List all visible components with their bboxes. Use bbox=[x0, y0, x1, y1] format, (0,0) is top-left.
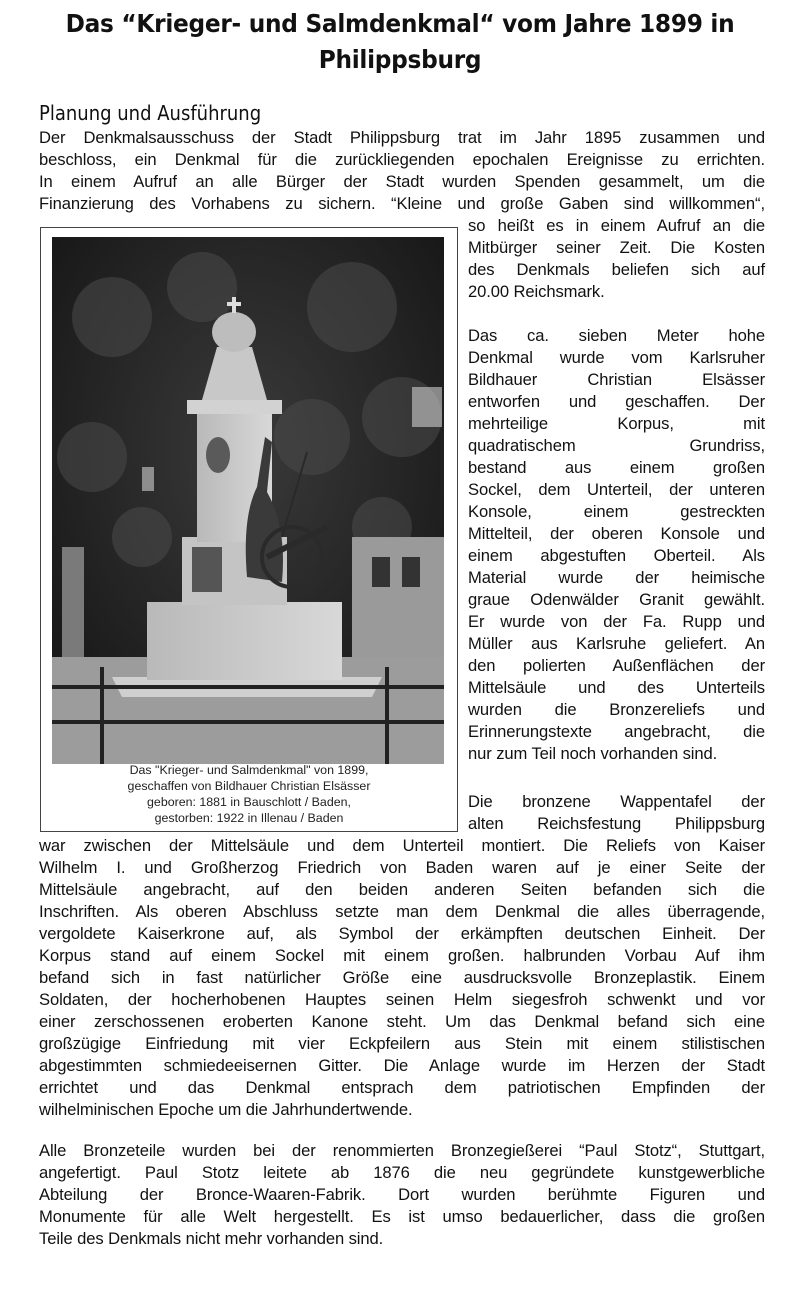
text-line: Korpus stand auf einem Sockel mit einem großen. halbrunden Vorbau Auf ihm bbox=[39, 946, 765, 965]
text-line: beschloss, ein Denkmal für die zurückliegenden epochalen Ereignisse zu errichten. bbox=[39, 150, 765, 169]
figure-caption bbox=[41, 762, 457, 826]
text-line: des Denkmals beliefen sich auf bbox=[468, 260, 765, 279]
text-line: Er wurde von der Fa. Rupp und bbox=[468, 612, 765, 631]
text-line: Das ca. sieben Meter hohe bbox=[468, 326, 765, 345]
text-line: Soldaten, der hocherhobenen Hauptes seinen Helm siegesfroh schwenkt und vor bbox=[39, 990, 765, 1009]
title-line-2: Philippsburg bbox=[318, 45, 482, 74]
text-line: einer zerschossenen eroberten Kanone steht. Um das Denkmal befand sich eine bbox=[39, 1012, 765, 1031]
text-line: Denkmal wurde vom Karlsruher bbox=[468, 348, 765, 367]
document-title bbox=[28, 6, 772, 78]
text-line: Mitbürger seiner Zeit. Die Kosten bbox=[468, 238, 765, 257]
text-line: nur zum Teil noch vorhanden sind. bbox=[468, 744, 718, 763]
text-line: entworfen und geschaffen. Der bbox=[468, 392, 765, 411]
text-line: Müller aus Karlsruhe geliefert. An bbox=[468, 634, 765, 653]
text-line: Der Denkmalsausschuss der Stadt Philippsburg trat im Jahr 1895 zusammen und bbox=[39, 128, 765, 147]
text-line: den polierten Außenflächen der bbox=[468, 656, 765, 675]
text-line: großzügige Einfriedung mit vier Eckpfeilern aus Stein mit einem stilistischen bbox=[39, 1034, 765, 1053]
figure bbox=[40, 227, 458, 832]
text-line: mehrteilige Korpus, mit bbox=[468, 414, 765, 433]
text-line: Material wurde der heimische bbox=[468, 568, 765, 587]
body-paragraph-3 bbox=[39, 835, 765, 1121]
text-line: Mittelsäule angebracht, auf den beiden anderen Seiten befanden sich die bbox=[39, 880, 765, 899]
right-column-paragraph-3 bbox=[468, 791, 765, 835]
text-line: einem abgestuften Oberteil. Als bbox=[468, 546, 765, 565]
text-line: befand sich in fast natürlicher Größe eine ausdrucksvolle Bronzeplastik. Einem bbox=[39, 968, 765, 987]
text-line: so heißt es in einem Aufruf an die bbox=[468, 216, 765, 235]
text-line: Konsole, einem gestreckten bbox=[468, 502, 765, 521]
text-line: Bildhauer Christian Elsässer bbox=[468, 370, 765, 389]
text-line: Inschriften. Als oberen Abschluss setzte man dem Denkmal die alles überragende, bbox=[39, 902, 765, 921]
title-line-1: Das “Krieger- und Salmdenkmal“ vom Jahre 1899 in bbox=[65, 9, 735, 38]
text-line: vergoldete Kaiserkrone auf, als Symbol der erkämpften deutschen Einheit. Der bbox=[39, 924, 765, 943]
text-line: Alle Bronzeteile wurden bei der renommierten Bronzegießerei “Paul Stotz“, Stuttgart, bbox=[39, 1141, 765, 1160]
text-line: Mittelteil, der oberen Konsole und bbox=[468, 524, 765, 543]
text-line: wurden die Bronzereliefs und bbox=[468, 700, 765, 719]
text-line: wilhelminischen Epoche um die Jahrhundertwende. bbox=[39, 1100, 413, 1119]
text-line: Finanzierung des Vorhabens zu sichern. “Kleine und große Gaben sind willkommen“, bbox=[39, 194, 765, 213]
right-column-paragraph-2 bbox=[468, 325, 765, 765]
monument-photo bbox=[52, 237, 444, 764]
intro-paragraph bbox=[39, 127, 765, 215]
text-line: Erinnerungstexte angebracht, die bbox=[468, 722, 765, 741]
text-line: graue Odenwälder Granit gewählt. bbox=[468, 590, 765, 609]
text-line: abgestimmten schmiedeeisernen Gitter. Die Anlage wurde im Herzen der Stadt bbox=[39, 1056, 765, 1075]
text-line: 20.00 Reichsmark. bbox=[468, 282, 605, 301]
text-line: quadratischem Grundriss, bbox=[468, 436, 765, 455]
text-line: Teile des Denkmals nicht mehr vorhanden sind. bbox=[39, 1229, 384, 1248]
text-line: Die bronzene Wappentafel der bbox=[468, 792, 765, 811]
body-paragraph-4 bbox=[39, 1140, 765, 1250]
text-line: Abteilung der Bronce-Waaren-Fabrik. Dort wurden berühmte Figuren und bbox=[39, 1185, 765, 1204]
monument-photo-image bbox=[52, 237, 444, 764]
right-column-paragraph-1 bbox=[468, 215, 765, 303]
caption-line: gestorben: 1922 in Illenau / Baden bbox=[154, 811, 344, 825]
caption-line: geboren: 1881 in Bauschlott / Baden, bbox=[147, 795, 351, 809]
text-line: errichtet und das Denkmal entsprach dem patriotischen Empfinden der bbox=[39, 1078, 765, 1097]
text-line: Monumente für alle Welt hergestellt. Es ist umso bedauerlicher, dass die großen bbox=[39, 1207, 765, 1226]
text-line: angefertigt. Paul Stotz leitete ab 1876 die neu gegründete kunstgewerbliche bbox=[39, 1163, 765, 1182]
caption-line: Das "Krieger- und Salmdenkmal" von 1899, bbox=[129, 763, 369, 777]
section-heading: Planung und Ausführung bbox=[39, 101, 262, 125]
text-line: Mittelsäule und des Unterteils bbox=[468, 678, 765, 697]
text-line: Wilhelm I. und Großherzog Friedrich von Baden waren auf je einer Seite der bbox=[39, 858, 765, 877]
text-line: Sockel, dem Unterteil, der unteren bbox=[468, 480, 765, 499]
text-line: war zwischen der Mittelsäule und dem Unterteil montiert. Die Reliefs von Kaiser bbox=[39, 836, 765, 855]
caption-line: geschaffen von Bildhauer Christian Elsässer bbox=[127, 779, 371, 793]
text-line: bestand aus einem großen bbox=[468, 458, 765, 477]
text-line: alten Reichsfestung Philippsburg bbox=[468, 814, 765, 833]
text-line: In einem Aufruf an alle Bürger der Stadt wurden Spenden gesammelt, um die bbox=[39, 172, 765, 191]
